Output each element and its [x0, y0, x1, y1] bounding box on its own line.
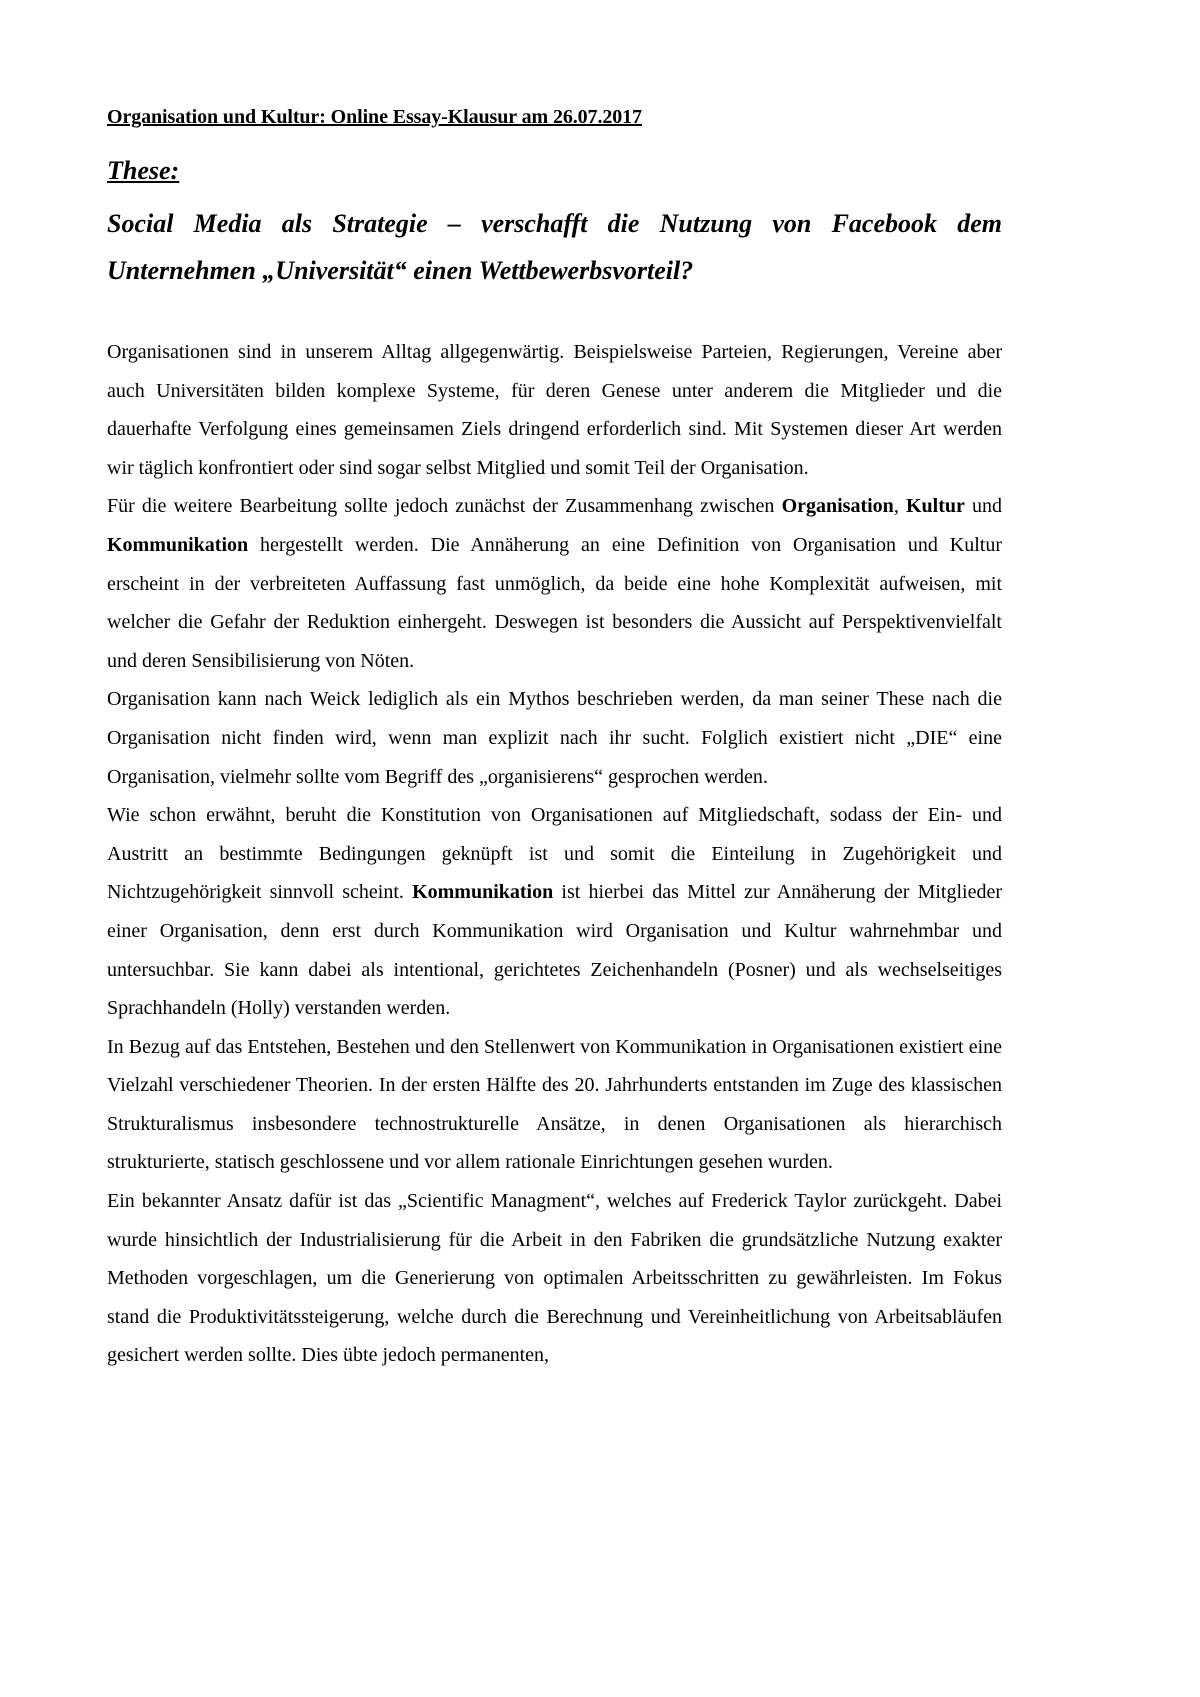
bold-term-kommunikation: Kommunikation	[412, 881, 554, 904]
paragraph-text: hergestellt werden. Die Annäherung an eine Definition von Organisation und Kultur erscheint in der verbreiteten Auffassung fast unmöglich, da beide eine hohe Komplexität aufweisen, mit welcher die Gefahr der Reduktion einhergeht. Deswegen ist besonders die Aussicht auf Perspektivenvielfalt und deren Sensibilisierung von Nöten.	[107, 533, 1002, 672]
paragraph-text: Wie schon erwähnt, beruht die Konstitution von Organisationen auf Mitgliedschaft, sodass der Ein- und Austritt an bestimmte Bedingungen geknüpft ist und somit die Einteilung in Zugehörigkeit und Nichtzugehörigkeit sinnvoll scheint.	[107, 804, 1002, 904]
paragraph-text: Organisationen sind in unserem Alltag allgegenwärtig. Beispielsweise Parteien, Regierungen, Vereine aber auch Universitäten bilden komplexe Systeme, für deren Genese unter anderem die Mitglieder und die dauerhafte Verfolgung eines gemeinsamen Ziels dringend erforderlich sind. Mit Systemen dieser Art werden wir täglich konfrontiert oder sind sogar selbst Mitglied und somit Teil der Organisation.	[107, 341, 1002, 479]
thesis-label: These:	[107, 156, 180, 185]
bold-term-kultur: Kultur	[905, 495, 965, 518]
paragraph-text: Organisation kann nach Weick lediglich als ein Mythos beschrieben werden, da man seiner These nach die Organisation nicht finden wird, wenn man explizit nach ihr sucht. Folglich existiert nicht „DIE“ eine Organisation, vielmehr sollte vom Begriff des „organisierens“ gesprochen werden.	[107, 688, 1002, 788]
paragraph-text: ,	[893, 495, 906, 518]
thesis-line-2: Unternehmen „Universität“ einen Wettbewerbsvorteil?	[107, 256, 694, 285]
paragraph-6	[107, 1182, 1002, 1375]
thesis-statement	[107, 200, 1002, 294]
paragraph-2	[107, 487, 1002, 680]
paragraph-5	[107, 1028, 1002, 1182]
thesis-line-1: Social Media als Strategie – verschafft die Nutzung von Facebook dem	[107, 209, 1002, 238]
paragraph-text: ist hierbei das Mittel zur Annäherung der Mitglieder einer Organisation, denn erst durch Kommunikation wird Organisation und Kultur wahrnehmbar und untersuchbar. Sie kann dabei als intentional, gerichtetes Zeichenhandeln (Posner) und als wechselseitiges Sprachhandeln (Holly) verstanden werden.	[107, 881, 1002, 1020]
paragraph-1	[107, 333, 1002, 487]
paragraph-4	[107, 796, 1002, 1028]
paragraph-text: Für die weitere Bearbeitung sollte jedoch zunächst der Zusammenhang zwischen	[107, 495, 782, 518]
paragraph-3	[107, 680, 1002, 796]
bold-term-kommunikation: Kommunikation	[107, 533, 249, 556]
paragraph-text: Ein bekannter Ansatz dafür ist das „Scientific Managment“, welches auf Frederick Taylor zurückgeht. Dabei wurde hinsichtlich der Industrialisierung für die Arbeit in den Fabriken die grundsätzliche Nutzung exakter Methoden vorgeschlagen, um die Generierung von optimalen Arbeitsschritten zu gewährleisten. Im Fokus stand die Produktivitätssteigerung, welche durch die Berechnung und Vereinheitlichung von Arbeitsabläufen gesichert werden sollte. Dies übte jedoch permanenten,	[107, 1190, 1002, 1367]
essay-body	[107, 333, 1002, 1375]
paragraph-text: In Bezug auf das Entstehen, Bestehen und den Stellenwert von Kommunikation in Organisationen existiert eine Vielzahl verschiedener Theorien. In der ersten Hälfte des 20. Jahrhunderts entstanden im Zuge des klassischen Strukturalismus insbesondere technostrukturelle Ansätze, in denen Organisationen als hierarchisch strukturierte, statisch geschlossene und vor allem rationale Einrichtungen gesehen wurden.	[107, 1035, 1002, 1174]
bold-term-organisation: Organisation	[781, 495, 894, 518]
paragraph-text: und	[964, 495, 1003, 518]
document-header: Organisation und Kultur: Online Essay-Klausur am 26.07.2017	[107, 106, 642, 128]
